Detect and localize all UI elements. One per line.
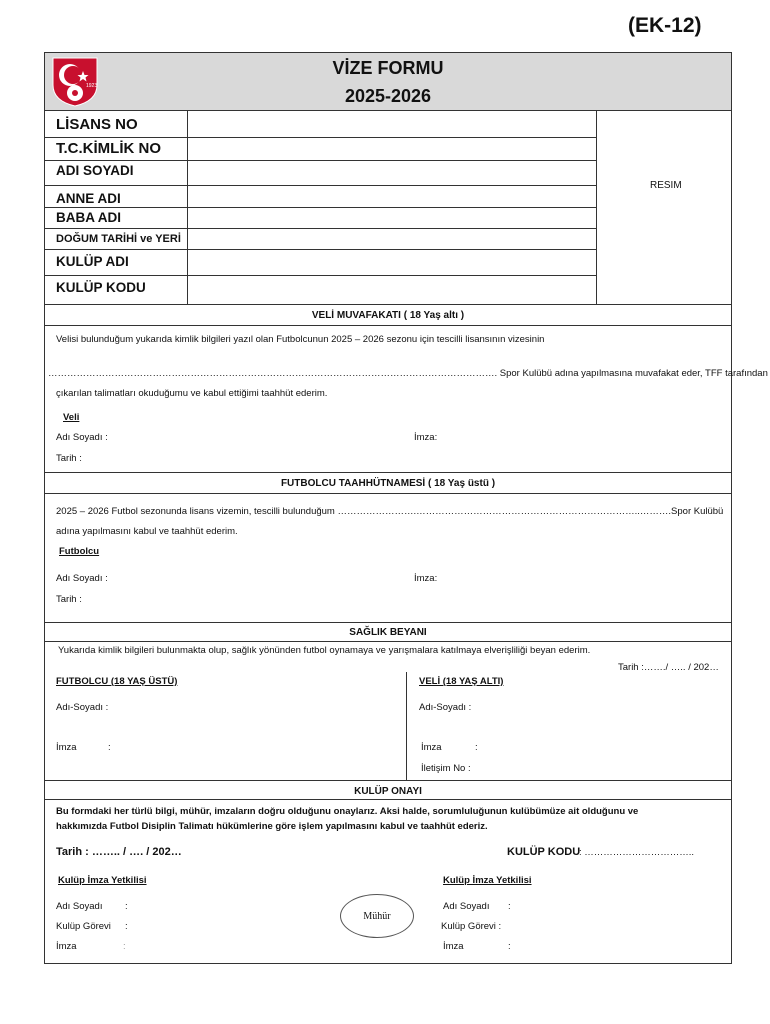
kulup-code-label: KULÜP KODU bbox=[507, 846, 581, 858]
section-line bbox=[45, 622, 731, 623]
kulup-right-signer-title: Kulüp İmza Yetkilisi bbox=[443, 875, 532, 886]
kulup-right-sign-label: İmza bbox=[443, 941, 464, 952]
form-code: (EK-12) bbox=[628, 14, 702, 37]
kulup-right-name-label: Adı Soyadı bbox=[443, 901, 490, 912]
veli-date-label: Tarih : bbox=[56, 453, 82, 464]
label-baba-adi: BABA ADI bbox=[56, 210, 121, 225]
kulup-adi-field[interactable] bbox=[188, 250, 595, 274]
lisans-no-field[interactable] bbox=[188, 111, 595, 136]
veli-sign-label: İmza: bbox=[414, 432, 438, 443]
saglik-section-title: SAĞLIK BEYANI bbox=[349, 627, 427, 638]
veli-text-2: ……………………………………………………………………………………………………………………………. Spor Kulübü adına yapılmasına muvafakat eder, TFF tarafından bbox=[48, 368, 768, 379]
futbolcu-text-2: adına yapılmasını kabul ve taahhüt ederim. bbox=[56, 526, 238, 537]
section-line bbox=[45, 325, 731, 326]
kulup-statement-2: hakkımızda Futbol Disiplin Talimatı hükümlerine göre işlem yapılmasını kabul ve taahhüt ederiz. bbox=[56, 821, 488, 832]
veli-section-title: VELİ MUVAFAKATI ( 18 Yaş altı ) bbox=[311, 310, 465, 321]
seal-box bbox=[340, 894, 414, 938]
kulup-right-name-colon: : bbox=[508, 901, 511, 912]
kulup-statement-1: Bu formdaki her türlü bilgi, mühür, imzaların doğru olduğunu onaylarız. Aksi halde, sorumluluğunun kulübümüze ait olduğunu ve bbox=[56, 806, 639, 817]
saglik-veli-title: VELİ (18 YAŞ ALTI) bbox=[419, 676, 504, 687]
logo-year: 1923 bbox=[86, 83, 98, 89]
tc-kimlik-no-field[interactable] bbox=[188, 138, 595, 159]
veli-text-3: çıkarılan talimatları okuduğumu ve kabul ettiğimi taahhüt ederim. bbox=[56, 388, 328, 399]
saglik-futbolcu-colon: : bbox=[108, 742, 111, 753]
kulup-left-signer-title: Kulüp İmza Yetkilisi bbox=[58, 875, 147, 886]
futbolcu-role: Futbolcu bbox=[59, 546, 100, 557]
kulup-kodu-field[interactable] bbox=[188, 276, 595, 303]
kulup-left-role-colon: : bbox=[125, 921, 128, 932]
photo-box-label: RESIM bbox=[650, 180, 682, 191]
baba-adi-field[interactable] bbox=[188, 208, 595, 227]
saglik-veli-name: Adı-Soyadı : bbox=[419, 702, 472, 713]
label-lisans-no: LİSANS NO bbox=[56, 116, 138, 133]
section-line bbox=[45, 799, 731, 800]
futbolcu-text-1: 2025 – 2026 Futbol sezonunda lisans vizemin, tescilli bulunduğum …………………….……………………………………………………………..……….Spor Kulübü bbox=[56, 506, 724, 517]
adi-soyadi-field[interactable] bbox=[188, 161, 595, 184]
seal-label: Mühür bbox=[363, 910, 391, 922]
anne-adi-field[interactable] bbox=[188, 186, 595, 206]
section-line bbox=[45, 493, 731, 494]
section-line bbox=[45, 780, 731, 781]
kulup-left-name-label: Adı Soyadı bbox=[56, 901, 103, 912]
veli-role: Veli bbox=[63, 412, 80, 423]
saglik-divider bbox=[406, 672, 407, 780]
form-title: VİZE FORMU bbox=[332, 58, 444, 78]
veli-text-1: Velisi bulunduğum yukarıda kimlik bilgileri yazıl olan Futbolcunun 2025 – 2026 sezonu için tescilli lisansının vizesinin bbox=[56, 334, 545, 345]
label-tc-kimlik-no: T.C.KİMLİK NO bbox=[56, 140, 161, 157]
veli-name-label: Adı Soyadı : bbox=[56, 432, 108, 443]
kulup-section-title: KULÜP ONAYI bbox=[354, 786, 422, 797]
saglik-contact-label: İletişim No : bbox=[421, 763, 471, 774]
section-line bbox=[45, 641, 731, 642]
kulup-code-value: : …………………………….. bbox=[579, 847, 695, 858]
saglik-date: Tarih :……./ ….. / 202… bbox=[618, 662, 719, 673]
kulup-date: Tarih : …….. / …. / 202… bbox=[56, 846, 182, 858]
kulup-left-name-colon: : bbox=[125, 901, 128, 912]
futbolcu-section-title: FUTBOLCU TAAHHÜTNAMESİ ( 18 Yaş üstü ) bbox=[280, 478, 496, 489]
label-kulup-kodu: KULÜP KODU bbox=[56, 280, 146, 295]
futbolcu-sign-label: İmza: bbox=[414, 573, 438, 584]
form-season: 2025-2026 bbox=[344, 86, 432, 106]
label-adi-soyadi: ADI SOYADI bbox=[56, 163, 134, 178]
row-line bbox=[45, 304, 731, 305]
saglik-veli-sign: İmza bbox=[421, 742, 442, 753]
saglik-futbolcu-title: FUTBOLCU (18 YAŞ ÜSTÜ) bbox=[56, 676, 178, 687]
futbolcu-date-label: Tarih : bbox=[56, 594, 82, 605]
saglik-statement: Yukarıda kimlik bilgileri bulunmakta olup, sağlık yönünden futbol oynamaya ve yarışmalara katılmaya elverişliliği beyan ederim. bbox=[58, 645, 591, 656]
label-kulup-adi: KULÜP ADI bbox=[56, 254, 129, 269]
dogum-field[interactable] bbox=[188, 229, 595, 248]
kulup-right-role-label: Kulüp Görevi : bbox=[441, 921, 502, 932]
kulup-left-role-label: Kulüp Görevi bbox=[56, 921, 111, 932]
saglik-futbolcu-name: Adı-Soyadı : bbox=[56, 702, 109, 713]
label-dogum: DOĞUM TARİHİ ve YERİ bbox=[56, 233, 181, 245]
kulup-right-sign-colon: : bbox=[508, 941, 511, 952]
kulup-left-sign-label: İmza bbox=[56, 941, 77, 952]
futbolcu-name-label: Adı Soyadı : bbox=[56, 573, 108, 584]
saglik-veli-colon: : bbox=[475, 742, 478, 753]
kulup-left-sign-colon: : bbox=[123, 941, 126, 952]
label-anne-adi: ANNE ADI bbox=[56, 191, 121, 206]
photo-box[interactable] bbox=[597, 111, 731, 303]
saglik-futbolcu-sign: İmza bbox=[56, 742, 77, 753]
section-line bbox=[45, 472, 731, 473]
